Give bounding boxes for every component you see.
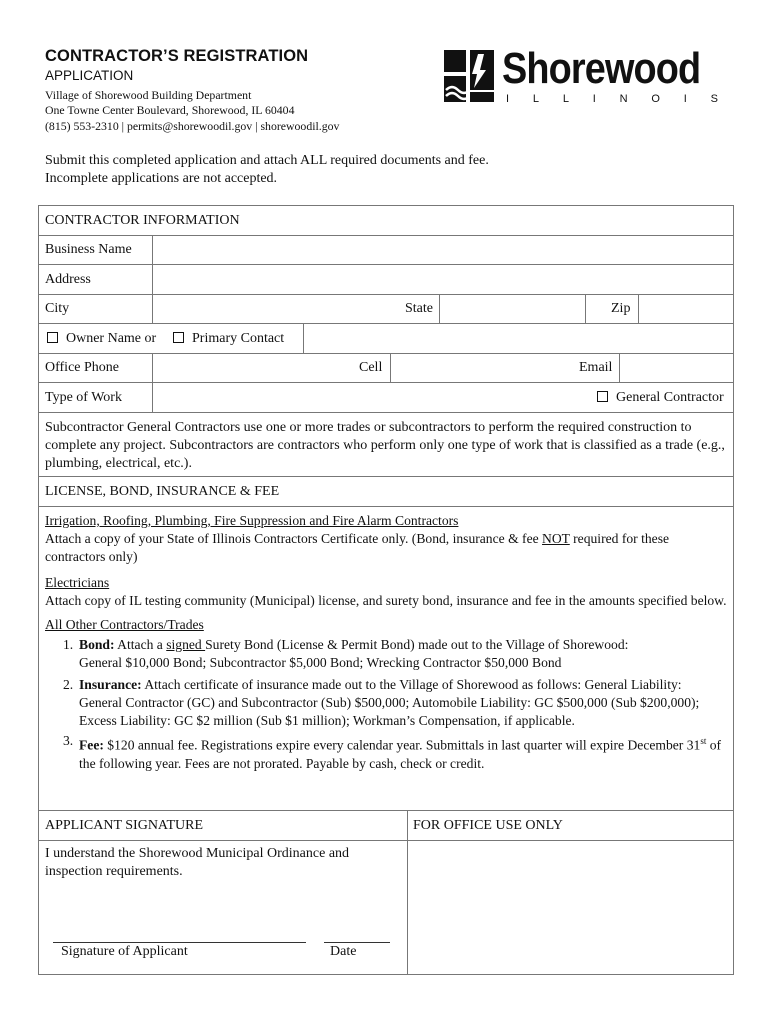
email-label: Email xyxy=(579,360,613,375)
contractor-type-note: Subcontractor General Contractors use one or more trades or subcontractors to perform the required construction to complete any project. Subcontractors are contractors who perform only one type of work that is classified as a trade (e.g., plumbing, electrical, etc.). xyxy=(45,420,725,471)
business-name-label: Business Name xyxy=(45,242,132,257)
office-phone-field[interactable] xyxy=(153,354,353,382)
contractor-info-heading-row xyxy=(39,206,733,236)
cell-field[interactable] xyxy=(391,354,571,382)
logo-state-name: I L L I N O I S xyxy=(506,93,718,105)
general-contractor-option[interactable] xyxy=(597,383,724,412)
city-label: City xyxy=(45,301,70,316)
owner-contact-row xyxy=(39,324,733,354)
zip-field[interactable] xyxy=(639,295,733,323)
city-state-zip-row xyxy=(39,295,733,324)
address-row xyxy=(39,265,733,295)
office-phone-label: Office Phone xyxy=(45,360,119,375)
registration-form xyxy=(38,205,734,975)
insurance-requirement: 2. Insurance: Attach certificate of insurance made out to the Village of Shorewood as follows: General Liability: General Contractor (GC) and Subcontractor (Sub) $500,000; Automobile Liability: GC $500,000 (Sub $200,000); Excess Liability: GC $2 million (Sub $1 million); Workman’s Compensation, if applicable. xyxy=(63,677,700,728)
department-name: Village of Shorewood Building Department xyxy=(45,88,252,102)
primary-contact-checkbox[interactable] xyxy=(173,332,184,343)
type-of-work-row xyxy=(39,383,733,413)
license-heading-row xyxy=(39,477,733,507)
contractor-info-heading: CONTRACTOR INFORMATION xyxy=(45,212,240,228)
date-label: Date xyxy=(330,944,357,959)
zip-label: Zip xyxy=(611,301,631,316)
owner-name-option[interactable] xyxy=(47,324,156,353)
ordinance-statement: I understand the Shorewood Municipal Ordinance and inspection requirements. xyxy=(45,846,350,879)
office-use-heading: FOR OFFICE USE ONLY xyxy=(413,817,563,833)
group3-title: All Other Contractors/Trades xyxy=(45,617,204,632)
address-field[interactable] xyxy=(153,265,733,294)
email-field[interactable] xyxy=(620,354,733,382)
business-name-field[interactable] xyxy=(153,236,733,264)
contractor-note-row xyxy=(39,413,733,477)
license-content-row xyxy=(39,507,733,811)
department-address: One Towne Center Boulevard, Shorewood, IL 60404 xyxy=(45,103,295,117)
group1-title: Irrigation, Roofing, Plumbing, Fire Suppression and Fire Alarm Contractors xyxy=(45,513,459,528)
city-field[interactable] xyxy=(153,295,399,323)
owner-contact-field[interactable] xyxy=(304,324,733,353)
shorewood-logo xyxy=(444,44,720,106)
owner-name-checkbox[interactable] xyxy=(47,332,58,343)
primary-contact-label: Primary Contact xyxy=(192,330,285,346)
primary-contact-option[interactable] xyxy=(173,324,284,353)
date-line[interactable] xyxy=(324,942,390,943)
logo-wordmark: Shorewood xyxy=(502,44,701,93)
phone-email-row xyxy=(39,354,733,383)
instruction-line-2: Incomplete applications are not accepted. xyxy=(45,171,278,186)
form-title: CONTRACTOR’S REGISTRATION xyxy=(45,47,309,65)
state-label: State xyxy=(405,301,433,316)
signature-label: Signature of Applicant xyxy=(61,944,188,959)
type-of-work-label: Type of Work xyxy=(45,389,122,405)
office-use-area xyxy=(408,841,733,974)
group1-text: Attach a copy of your State of Illinois Contractors Certificate only. (Bond, insurance & fee NOT required for these contractors only) xyxy=(45,531,670,564)
bond-requirement: 1. Bond: Attach a signed Surety Bond (License & Permit Bond) made out to the Village of Shorewood: General $10,000 Bond; Subcontractor $5,000 Bond; Wrecking Contractor $50,000 Bond xyxy=(63,637,629,670)
instruction-line-1: Submit this completed application and attach ALL required documents and fee. xyxy=(45,153,489,168)
state-field[interactable] xyxy=(440,295,584,323)
form-subtitle: APPLICATION xyxy=(45,68,134,83)
signature-line[interactable] xyxy=(53,942,306,943)
signature-heading-row xyxy=(39,811,733,841)
type-of-work-field[interactable] xyxy=(153,383,593,412)
applicant-signature-heading: APPLICANT SIGNATURE xyxy=(45,817,204,833)
fee-requirement: 3. Fee: $120 annual fee. Registrations expire every calendar year. Submittals in last quarter will expire December 31st of the following year. Fees are not prorated. Payable by cash, check or credit. xyxy=(63,733,722,771)
owner-name-label: Owner Name or xyxy=(66,330,157,346)
cell-label: Cell xyxy=(359,360,383,375)
group2-title: Electricians xyxy=(45,575,110,590)
license-heading: LICENSE, BOND, INSURANCE & FEE xyxy=(45,483,280,499)
department-contact: (815) 553-2310 | permits@shorewoodil.gov | shorewoodil.gov xyxy=(45,119,340,133)
instructions xyxy=(45,152,489,188)
business-name-row xyxy=(39,236,733,265)
signature-row xyxy=(39,841,733,974)
license-requirements xyxy=(39,507,733,777)
address-label: Address xyxy=(45,271,91,287)
group2-text: Attach copy of IL testing community (Municipal) license, and surety bond, insurance and fee in the amounts specified below. xyxy=(45,593,727,608)
logo-mark-icon xyxy=(444,48,496,104)
general-contractor-label: General Contractor xyxy=(616,389,724,405)
general-contractor-checkbox[interactable] xyxy=(597,391,608,402)
